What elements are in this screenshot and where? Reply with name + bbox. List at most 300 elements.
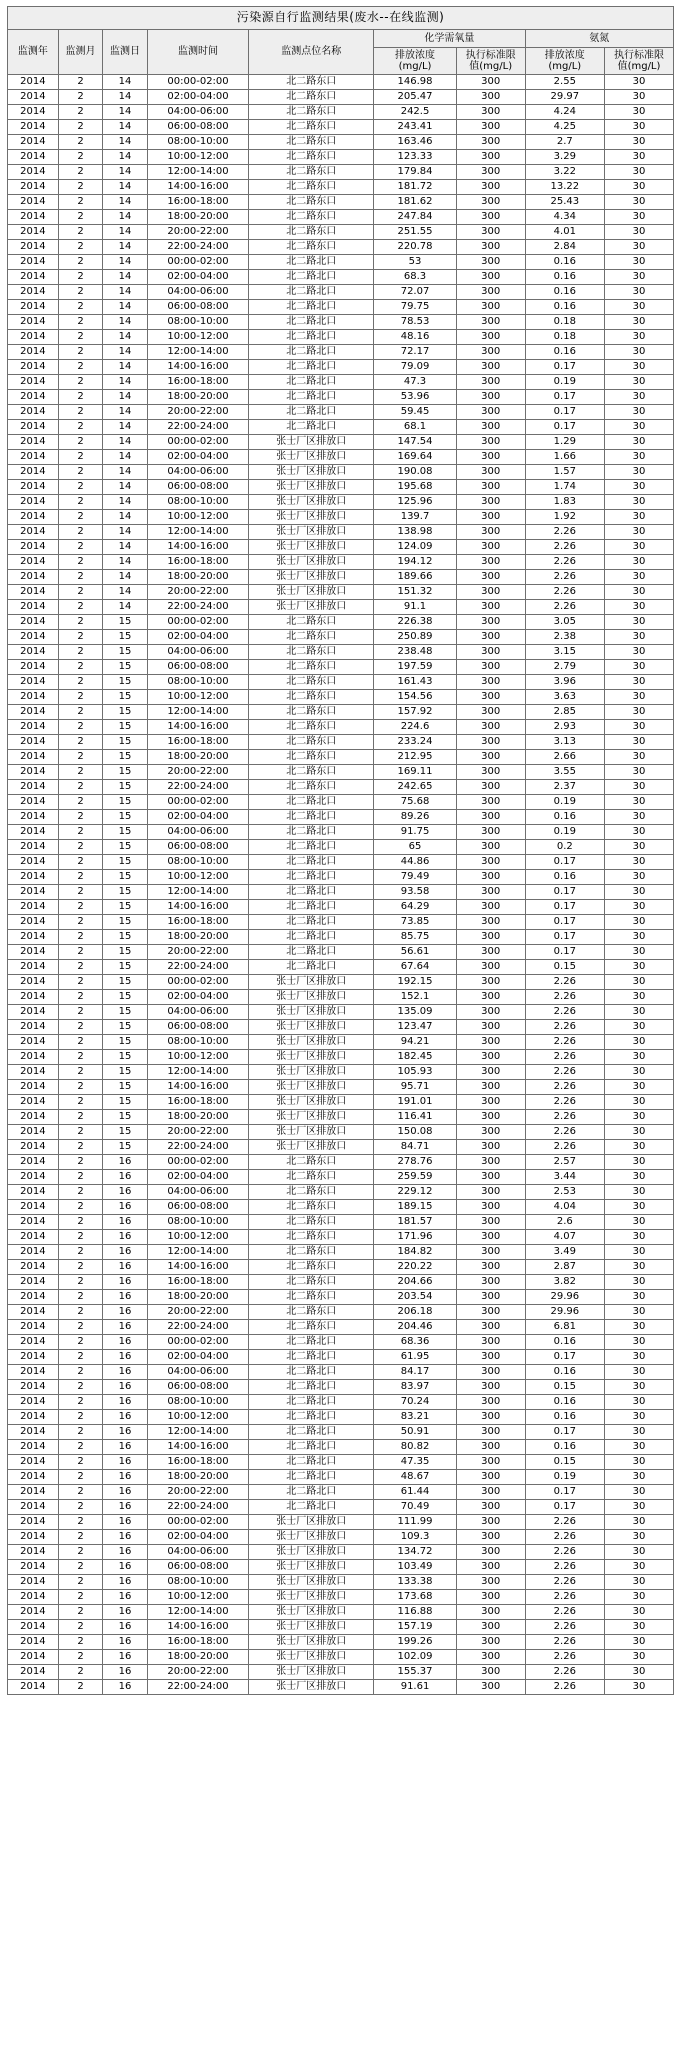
cell-ammonia-standard: 30 — [605, 75, 674, 90]
cell-time: 10:00-12:00 — [147, 1410, 249, 1425]
cell-point: 北二路东口 — [249, 1170, 374, 1185]
cell-cod-value: 79.09 — [374, 360, 457, 375]
cell-year: 2014 — [8, 990, 59, 1005]
cell-ammonia-standard: 30 — [605, 435, 674, 450]
cell-month: 2 — [58, 345, 102, 360]
cell-point: 北二路东口 — [249, 90, 374, 105]
cell-day: 14 — [103, 195, 147, 210]
cell-cod-value: 220.22 — [374, 1260, 457, 1275]
cell-ammonia-standard: 30 — [605, 330, 674, 345]
table-row — [8, 210, 674, 225]
cell-ammonia-value: 2.7 — [525, 135, 604, 150]
cell-cod-standard: 300 — [456, 480, 525, 495]
cell-cod-standard: 300 — [456, 195, 525, 210]
cell-time: 06:00-08:00 — [147, 1020, 249, 1035]
cell-ammonia-standard: 30 — [605, 1260, 674, 1275]
cell-ammonia-standard: 30 — [605, 525, 674, 540]
cell-year: 2014 — [8, 330, 59, 345]
cell-point: 北二路北口 — [249, 900, 374, 915]
cell-year: 2014 — [8, 1545, 59, 1560]
cell-day: 14 — [103, 330, 147, 345]
cell-year: 2014 — [8, 1635, 59, 1650]
cell-time: 18:00-20:00 — [147, 1290, 249, 1305]
cell-month: 2 — [58, 645, 102, 660]
cell-cod-value: 116.88 — [374, 1605, 457, 1620]
cell-point: 北二路北口 — [249, 270, 374, 285]
cell-cod-value: 173.68 — [374, 1590, 457, 1605]
cell-cod-value: 95.71 — [374, 1080, 457, 1095]
cell-ammonia-value: 0.17 — [525, 855, 604, 870]
cell-ammonia-value: 2.26 — [525, 1545, 604, 1560]
cell-year: 2014 — [8, 1110, 59, 1125]
cell-ammonia-standard: 30 — [605, 1320, 674, 1335]
cell-ammonia-value: 0.16 — [525, 300, 604, 315]
table-row — [8, 1155, 674, 1170]
cell-month: 2 — [58, 510, 102, 525]
cell-day: 16 — [103, 1335, 147, 1350]
cell-year: 2014 — [8, 1305, 59, 1320]
col-header-ammonia-standard — [605, 48, 674, 75]
cell-ammonia-standard: 30 — [605, 720, 674, 735]
cell-cod-value: 199.26 — [374, 1635, 457, 1650]
cell-cod-standard: 300 — [456, 990, 525, 1005]
cell-time: 22:00-24:00 — [147, 1500, 249, 1515]
cell-ammonia-standard: 30 — [605, 1035, 674, 1050]
cell-ammonia-standard: 30 — [605, 1410, 674, 1425]
cell-month: 2 — [58, 1155, 102, 1170]
cell-cod-standard: 300 — [456, 1350, 525, 1365]
cell-cod-value: 93.58 — [374, 885, 457, 900]
cell-year: 2014 — [8, 525, 59, 540]
cell-year: 2014 — [8, 930, 59, 945]
cell-cod-value: 229.12 — [374, 1185, 457, 1200]
cell-point: 北二路北口 — [249, 1395, 374, 1410]
table-row — [8, 1545, 674, 1560]
table-row — [8, 1245, 674, 1260]
cell-time: 16:00-18:00 — [147, 375, 249, 390]
cell-time: 00:00-02:00 — [147, 1335, 249, 1350]
cell-month: 2 — [58, 465, 102, 480]
cell-point: 北二路东口 — [249, 150, 374, 165]
cell-ammonia-value: 0.16 — [525, 870, 604, 885]
cell-ammonia-standard: 30 — [605, 1125, 674, 1140]
cell-point: 北二路北口 — [249, 360, 374, 375]
cell-year: 2014 — [8, 1200, 59, 1215]
cell-year: 2014 — [8, 1380, 59, 1395]
cell-cod-value: 70.49 — [374, 1500, 457, 1515]
cell-ammonia-value: 2.26 — [525, 1140, 604, 1155]
table-row — [8, 675, 674, 690]
cell-ammonia-standard: 30 — [605, 300, 674, 315]
cell-ammonia-standard: 30 — [605, 1245, 674, 1260]
cell-cod-standard: 300 — [456, 1215, 525, 1230]
table-row — [8, 765, 674, 780]
cell-cod-standard: 300 — [456, 1440, 525, 1455]
cell-ammonia-value: 2.26 — [525, 1575, 604, 1590]
cell-cod-standard: 300 — [456, 1365, 525, 1380]
cell-month: 2 — [58, 135, 102, 150]
cell-point: 北二路东口 — [249, 720, 374, 735]
table-row — [8, 645, 674, 660]
cell-year: 2014 — [8, 1395, 59, 1410]
cell-cod-value: 65 — [374, 840, 457, 855]
cell-ammonia-standard: 30 — [605, 1170, 674, 1185]
cell-ammonia-value: 2.57 — [525, 1155, 604, 1170]
cell-year: 2014 — [8, 1005, 59, 1020]
cell-cod-value: 59.45 — [374, 405, 457, 420]
table-row — [8, 855, 674, 870]
cell-point: 张士厂区排放口 — [249, 540, 374, 555]
cod-conc-line2: (mg/L) — [398, 61, 432, 72]
cell-month: 2 — [58, 180, 102, 195]
table-row — [8, 1185, 674, 1200]
cell-cod-standard: 300 — [456, 765, 525, 780]
table-row — [8, 1635, 674, 1650]
cell-ammonia-standard: 30 — [605, 1425, 674, 1440]
cell-month: 2 — [58, 330, 102, 345]
cell-month: 2 — [58, 150, 102, 165]
cell-cod-standard: 300 — [456, 1590, 525, 1605]
cell-ammonia-value: 0.16 — [525, 285, 604, 300]
table-row — [8, 1365, 674, 1380]
cell-cod-standard: 300 — [456, 840, 525, 855]
cell-point: 张士厂区排放口 — [249, 1050, 374, 1065]
cell-time: 22:00-24:00 — [147, 1680, 249, 1695]
cell-day: 15 — [103, 780, 147, 795]
cell-day: 15 — [103, 870, 147, 885]
cell-cod-standard: 300 — [456, 1140, 525, 1155]
cell-ammonia-value: 0.17 — [525, 885, 604, 900]
cell-time: 12:00-14:00 — [147, 1425, 249, 1440]
table-row — [8, 375, 674, 390]
cell-ammonia-standard: 30 — [605, 660, 674, 675]
cell-ammonia-value: 0.19 — [525, 1470, 604, 1485]
cell-cod-standard: 300 — [456, 375, 525, 390]
cell-day: 15 — [103, 630, 147, 645]
cell-time: 08:00-10:00 — [147, 1395, 249, 1410]
cell-point: 北二路北口 — [249, 405, 374, 420]
cell-ammonia-value: 4.01 — [525, 225, 604, 240]
cell-month: 2 — [58, 1500, 102, 1515]
cell-day: 15 — [103, 1095, 147, 1110]
table-row — [8, 1080, 674, 1095]
cell-cod-value: 259.59 — [374, 1170, 457, 1185]
cell-month: 2 — [58, 450, 102, 465]
cell-point: 张士厂区排放口 — [249, 1680, 374, 1695]
cell-year: 2014 — [8, 870, 59, 885]
cell-cod-value: 139.7 — [374, 510, 457, 525]
cell-ammonia-standard: 30 — [605, 1230, 674, 1245]
cell-ammonia-value: 0.17 — [525, 945, 604, 960]
cell-cod-standard: 300 — [456, 285, 525, 300]
col-header-year: 监测年 — [8, 30, 59, 75]
cell-ammonia-value: 0.17 — [525, 1500, 604, 1515]
cell-time: 16:00-18:00 — [147, 1275, 249, 1290]
cell-ammonia-value: 0.19 — [525, 825, 604, 840]
cell-cod-standard: 300 — [456, 750, 525, 765]
cell-cod-value: 73.85 — [374, 915, 457, 930]
cell-cod-value: 182.45 — [374, 1050, 457, 1065]
table-row — [8, 1530, 674, 1545]
cell-time: 16:00-18:00 — [147, 555, 249, 570]
cell-ammonia-standard: 30 — [605, 915, 674, 930]
cell-cod-standard: 300 — [456, 930, 525, 945]
cell-cod-value: 123.47 — [374, 1020, 457, 1035]
cell-point: 张士厂区排放口 — [249, 600, 374, 615]
cell-point: 北二路北口 — [249, 840, 374, 855]
cell-point: 张士厂区排放口 — [249, 1005, 374, 1020]
nh-conc-line1: 排放浓度 — [544, 50, 585, 61]
cell-ammonia-value: 1.83 — [525, 495, 604, 510]
cell-ammonia-standard: 30 — [605, 675, 674, 690]
cell-ammonia-standard: 30 — [605, 1560, 674, 1575]
cell-year: 2014 — [8, 735, 59, 750]
cell-month: 2 — [58, 615, 102, 630]
cell-cod-standard: 300 — [456, 75, 525, 90]
cell-point: 北二路北口 — [249, 1380, 374, 1395]
cell-ammonia-value: 2.26 — [525, 525, 604, 540]
cell-time: 10:00-12:00 — [147, 150, 249, 165]
cell-cod-standard: 300 — [456, 1545, 525, 1560]
cell-ammonia-value: 0.16 — [525, 270, 604, 285]
cell-month: 2 — [58, 390, 102, 405]
cell-ammonia-value: 2.26 — [525, 555, 604, 570]
cell-cod-standard: 300 — [456, 1485, 525, 1500]
cell-time: 20:00-22:00 — [147, 405, 249, 420]
cell-day: 15 — [103, 705, 147, 720]
cell-month: 2 — [58, 75, 102, 90]
nh-std-line1: 执行标准限 — [614, 50, 664, 61]
cell-day: 16 — [103, 1635, 147, 1650]
cell-month: 2 — [58, 870, 102, 885]
cell-time: 10:00-12:00 — [147, 870, 249, 885]
cell-day: 14 — [103, 75, 147, 90]
cell-cod-standard: 300 — [456, 870, 525, 885]
cell-day: 15 — [103, 750, 147, 765]
cell-time: 00:00-02:00 — [147, 615, 249, 630]
cell-day: 16 — [103, 1305, 147, 1320]
cell-month: 2 — [58, 165, 102, 180]
cell-day: 15 — [103, 810, 147, 825]
cell-cod-standard: 300 — [456, 540, 525, 555]
cell-point: 北二路北口 — [249, 945, 374, 960]
cell-cod-standard: 300 — [456, 1320, 525, 1335]
cell-cod-value: 47.3 — [374, 375, 457, 390]
cell-year: 2014 — [8, 390, 59, 405]
cell-month: 2 — [58, 585, 102, 600]
cell-cod-value: 278.76 — [374, 1155, 457, 1170]
cell-cod-value: 179.84 — [374, 165, 457, 180]
cell-month: 2 — [58, 630, 102, 645]
cell-ammonia-standard: 30 — [605, 855, 674, 870]
cell-ammonia-value: 0.15 — [525, 960, 604, 975]
cell-ammonia-value: 2.26 — [525, 1515, 604, 1530]
cell-point: 张士厂区排放口 — [249, 570, 374, 585]
cell-ammonia-standard: 30 — [605, 135, 674, 150]
cell-day: 16 — [103, 1200, 147, 1215]
cell-ammonia-standard: 30 — [605, 480, 674, 495]
cell-ammonia-standard: 30 — [605, 1155, 674, 1170]
cell-ammonia-standard: 30 — [605, 1140, 674, 1155]
cell-year: 2014 — [8, 345, 59, 360]
table-row — [8, 525, 674, 540]
cell-ammonia-value: 2.26 — [525, 585, 604, 600]
cell-time: 16:00-18:00 — [147, 1635, 249, 1650]
table-row — [8, 1515, 674, 1530]
cell-ammonia-standard: 30 — [605, 465, 674, 480]
cell-day: 16 — [103, 1215, 147, 1230]
cell-year: 2014 — [8, 825, 59, 840]
cell-month: 2 — [58, 1650, 102, 1665]
cell-ammonia-value: 2.66 — [525, 750, 604, 765]
cell-month: 2 — [58, 525, 102, 540]
table-row — [8, 1140, 674, 1155]
table-row — [8, 1470, 674, 1485]
cell-ammonia-value: 2.93 — [525, 720, 604, 735]
cell-ammonia-value: 0.17 — [525, 420, 604, 435]
cell-point: 张士厂区排放口 — [249, 480, 374, 495]
table-row — [8, 360, 674, 375]
cell-point: 北二路东口 — [249, 1185, 374, 1200]
cell-ammonia-standard: 30 — [605, 810, 674, 825]
cell-time: 00:00-02:00 — [147, 795, 249, 810]
cell-cod-standard: 300 — [456, 315, 525, 330]
cell-point: 北二路东口 — [249, 195, 374, 210]
cell-cod-value: 169.11 — [374, 765, 457, 780]
cell-year: 2014 — [8, 1050, 59, 1065]
cell-month: 2 — [58, 990, 102, 1005]
table-row — [8, 1620, 674, 1635]
cell-cod-value: 123.33 — [374, 150, 457, 165]
cell-ammonia-standard: 30 — [605, 1095, 674, 1110]
table-row — [8, 900, 674, 915]
table-row — [8, 1440, 674, 1455]
cell-cod-standard: 300 — [456, 120, 525, 135]
cell-cod-value: 181.62 — [374, 195, 457, 210]
cell-ammonia-standard: 30 — [605, 1395, 674, 1410]
cell-cod-value: 189.15 — [374, 1200, 457, 1215]
cell-month: 2 — [58, 810, 102, 825]
cell-point: 北二路东口 — [249, 615, 374, 630]
cell-month: 2 — [58, 735, 102, 750]
cell-month: 2 — [58, 405, 102, 420]
cell-ammonia-value: 3.13 — [525, 735, 604, 750]
cell-point: 张士厂区排放口 — [249, 1080, 374, 1095]
cell-month: 2 — [58, 1635, 102, 1650]
cell-month: 2 — [58, 1260, 102, 1275]
cell-cod-standard: 300 — [456, 225, 525, 240]
cell-day: 16 — [103, 1290, 147, 1305]
cell-ammonia-standard: 30 — [605, 165, 674, 180]
table-row — [8, 465, 674, 480]
table-row — [8, 1035, 674, 1050]
cell-ammonia-standard: 30 — [605, 180, 674, 195]
cell-cod-value: 161.43 — [374, 675, 457, 690]
cell-time: 04:00-06:00 — [147, 285, 249, 300]
cell-point: 北二路东口 — [249, 750, 374, 765]
cell-ammonia-value: 2.53 — [525, 1185, 604, 1200]
cell-cod-value: 64.29 — [374, 900, 457, 915]
cell-day: 16 — [103, 1455, 147, 1470]
table-row — [8, 540, 674, 555]
table-row — [8, 1350, 674, 1365]
cell-year: 2014 — [8, 630, 59, 645]
cell-point: 张士厂区排放口 — [249, 1665, 374, 1680]
cell-day: 14 — [103, 405, 147, 420]
cell-ammonia-standard: 30 — [605, 615, 674, 630]
cell-ammonia-value: 29.97 — [525, 90, 604, 105]
cell-point: 北二路东口 — [249, 1215, 374, 1230]
cell-ammonia-standard: 30 — [605, 540, 674, 555]
cell-month: 2 — [58, 1290, 102, 1305]
cell-time: 16:00-18:00 — [147, 1455, 249, 1470]
cell-cod-value: 67.64 — [374, 960, 457, 975]
table-row — [8, 1095, 674, 1110]
cell-time: 14:00-16:00 — [147, 1260, 249, 1275]
cell-day: 16 — [103, 1425, 147, 1440]
cell-month: 2 — [58, 1620, 102, 1635]
cell-time: 22:00-24:00 — [147, 1320, 249, 1335]
cell-cod-standard: 300 — [456, 360, 525, 375]
cell-month: 2 — [58, 1395, 102, 1410]
cell-month: 2 — [58, 1110, 102, 1125]
cell-ammonia-value: 2.26 — [525, 1590, 604, 1605]
cell-month: 2 — [58, 840, 102, 855]
cell-time: 16:00-18:00 — [147, 1095, 249, 1110]
cell-ammonia-value: 0.17 — [525, 915, 604, 930]
cell-year: 2014 — [8, 750, 59, 765]
cell-cod-value: 189.66 — [374, 570, 457, 585]
cell-point: 北二路东口 — [249, 735, 374, 750]
cell-cod-standard: 300 — [456, 105, 525, 120]
cell-year: 2014 — [8, 765, 59, 780]
cell-point: 北二路东口 — [249, 165, 374, 180]
cell-ammonia-value: 3.05 — [525, 615, 604, 630]
cell-ammonia-value: 4.07 — [525, 1230, 604, 1245]
cell-point: 北二路北口 — [249, 420, 374, 435]
cell-day: 14 — [103, 285, 147, 300]
cell-ammonia-standard: 30 — [605, 1215, 674, 1230]
cell-month: 2 — [58, 1545, 102, 1560]
table-row — [8, 1170, 674, 1185]
cell-month: 2 — [58, 975, 102, 990]
cell-day: 15 — [103, 615, 147, 630]
cell-time: 04:00-06:00 — [147, 1545, 249, 1560]
cell-year: 2014 — [8, 1650, 59, 1665]
cell-ammonia-value: 2.26 — [525, 1065, 604, 1080]
cell-month: 2 — [58, 495, 102, 510]
cell-cod-standard: 300 — [456, 810, 525, 825]
table-row — [8, 840, 674, 855]
cell-ammonia-value: 2.26 — [525, 1035, 604, 1050]
monitoring-results-table — [7, 6, 674, 1695]
cell-cod-value: 70.24 — [374, 1395, 457, 1410]
table-row — [8, 1290, 674, 1305]
cell-cod-standard: 300 — [456, 1170, 525, 1185]
cell-ammonia-standard: 30 — [605, 240, 674, 255]
cell-ammonia-standard: 30 — [605, 750, 674, 765]
cell-ammonia-standard: 30 — [605, 870, 674, 885]
cell-day: 14 — [103, 480, 147, 495]
cell-ammonia-standard: 30 — [605, 225, 674, 240]
cell-month: 2 — [58, 1380, 102, 1395]
cell-ammonia-standard: 30 — [605, 90, 674, 105]
table-row — [8, 720, 674, 735]
cell-time: 18:00-20:00 — [147, 210, 249, 225]
cell-point: 北二路北口 — [249, 1425, 374, 1440]
header-group-row — [8, 30, 674, 48]
table-row — [8, 1260, 674, 1275]
